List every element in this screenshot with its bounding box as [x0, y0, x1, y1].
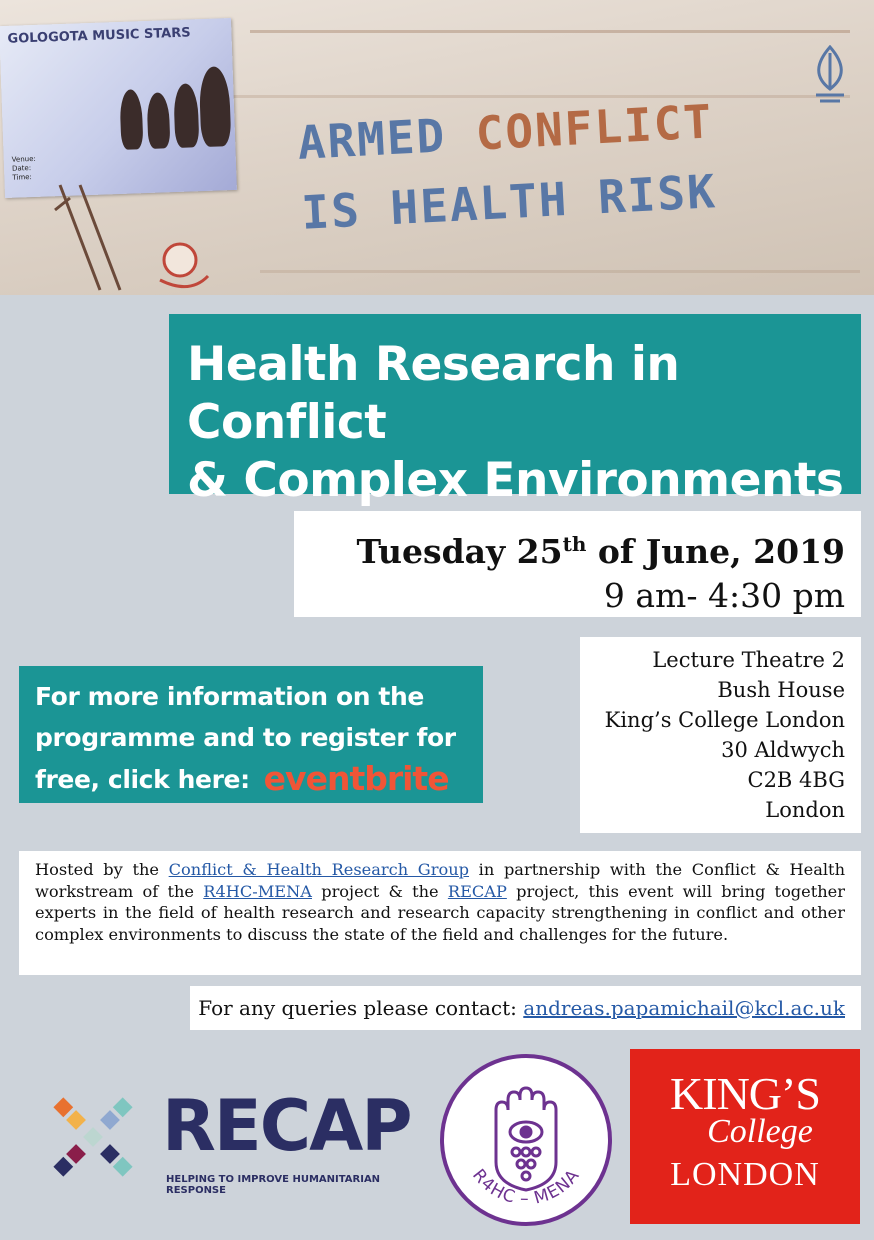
description-text: Hosted by the	[35, 860, 169, 879]
kings-logo-line1: KING’S	[670, 1068, 820, 1119]
poster-field: Time:	[12, 173, 32, 182]
kings-logo-line3: LONDON	[670, 1156, 820, 1193]
kings-logo-line2: College	[707, 1113, 813, 1150]
chalk-drawing	[40, 180, 210, 295]
register-line1: For more information on the	[35, 682, 424, 711]
poster-person	[146, 92, 170, 149]
emblem-icon	[810, 45, 850, 105]
title-banner	[169, 314, 861, 508]
register-line2: programme and to register for	[35, 723, 456, 752]
recap-wordmark: RECAP	[162, 1085, 411, 1167]
date-box	[294, 511, 861, 617]
poster-person	[199, 66, 232, 147]
contact-box	[190, 986, 861, 1030]
wall-slogan-line2: IS HEALTH RISK	[300, 164, 719, 240]
wall-slogan-conflict: CONFLICT	[474, 94, 715, 161]
description-text: project, this event will bring together experts in the field of health research and research capacity strengthening in conflict and other complex environments to discuss the state of the field and challenges for the future.	[35, 881, 845, 944]
contact-email-link[interactable]: andreas.papamichail@kcl.ac.uk	[523, 996, 845, 1020]
rust-streak	[250, 30, 850, 33]
venue-building: Bush House	[717, 678, 845, 702]
recap-tagline: HELPING TO IMPROVE HUMANITARIAN RESPONSE	[166, 1174, 381, 1196]
rust-streak	[260, 270, 860, 273]
register-line3: free, click here:	[35, 765, 250, 794]
recap-cross-icon	[38, 1082, 148, 1192]
recap-link[interactable]: RECAP	[447, 881, 507, 901]
r4hc-mena-link[interactable]: R4HC-MENA	[203, 881, 312, 901]
r4hc-mena-label: R4HC – MENA	[468, 1165, 584, 1210]
event-day: Tuesday 25	[356, 532, 563, 571]
event-month-year: of June, 2019	[586, 532, 845, 571]
event-day-suffix: th	[562, 532, 587, 556]
description-text: in partnership with the Conflict & Health workstream of the	[35, 860, 845, 901]
event-title-line1: Health Research in Conflict	[187, 337, 680, 450]
venue-institution: King’s College London	[604, 708, 845, 732]
venue-city: London	[765, 798, 845, 822]
description-text: project & the	[311, 881, 448, 901]
poster-fields	[12, 155, 37, 183]
description	[19, 851, 861, 975]
wall-slogan	[296, 79, 863, 248]
poster-person	[119, 89, 143, 150]
poster-title: GOLOGOTA MUSIC STARS	[7, 25, 191, 47]
r4hc-mena-logo	[438, 1052, 614, 1228]
event-time: 9 am- 4:30 pm	[603, 576, 845, 615]
event-title-line2: & Complex Environments	[187, 453, 844, 508]
register-text	[35, 676, 483, 800]
header-photo	[0, 0, 874, 295]
poster-person	[173, 83, 199, 148]
register-box	[19, 666, 483, 803]
venue-box	[580, 637, 861, 833]
contact-label: For any queries please contact:	[198, 996, 524, 1020]
venue-room: Lecture Theatre 2	[652, 648, 845, 672]
poster-field: Venue:	[11, 154, 36, 164]
conflict-health-group-link[interactable]: Conflict & Health Research Group	[168, 860, 470, 879]
wall-slogan-armed: ARMED	[296, 106, 478, 170]
music-poster	[0, 18, 237, 198]
event-date	[294, 521, 845, 575]
event-title	[187, 336, 861, 510]
venue-postcode: C2B 4BG	[747, 768, 845, 792]
recap-logo	[38, 1078, 428, 1198]
eventbrite-link[interactable]: eventbrite	[263, 759, 449, 798]
venue-street: 30 Aldwych	[721, 738, 845, 762]
poster-field: Date:	[11, 164, 32, 173]
kings-college-logo	[630, 1049, 860, 1224]
